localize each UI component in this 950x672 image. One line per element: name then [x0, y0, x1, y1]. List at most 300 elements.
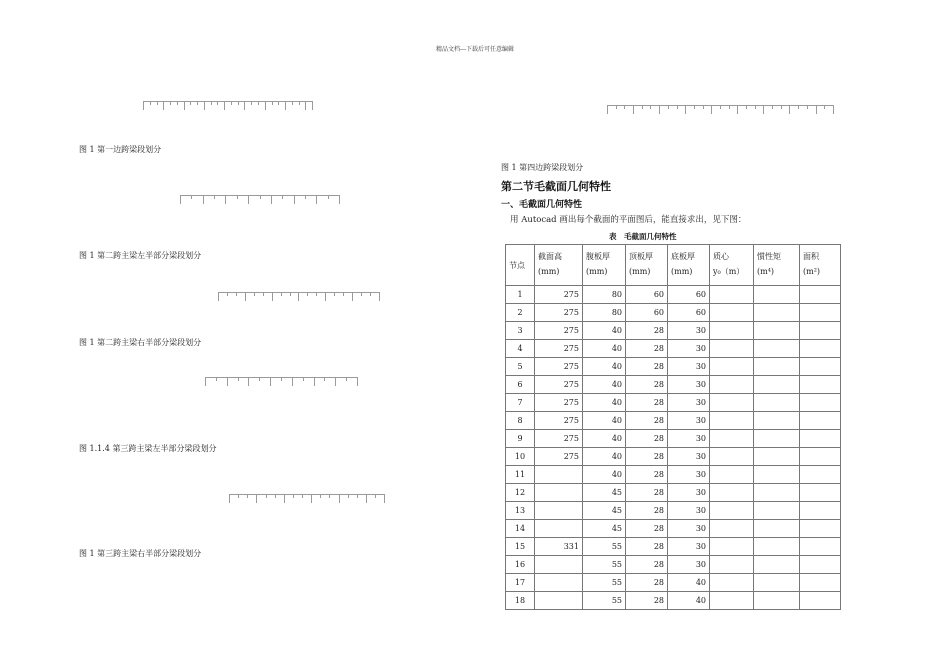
- table-cell: 80: [583, 286, 626, 304]
- table-row: [506, 376, 841, 394]
- segment-cell: [272, 101, 279, 105]
- segment-cell: [180, 195, 191, 204]
- segment-cell: [285, 101, 292, 110]
- table-cell: 55: [583, 538, 626, 556]
- table-row: [506, 430, 841, 448]
- table-cell: 28: [626, 358, 668, 376]
- segment-cell: [265, 101, 272, 110]
- table-cell: 8: [506, 412, 535, 430]
- segment-cell: [266, 494, 275, 498]
- segment-cell: [190, 101, 197, 105]
- segment-cell: [229, 494, 238, 503]
- table-cell: 275: [535, 322, 583, 340]
- table-cell: 30: [668, 340, 710, 358]
- table-cell: 18: [506, 592, 535, 610]
- table-cell: [710, 592, 754, 610]
- table-cell: 45: [583, 484, 626, 502]
- segment-cell: [238, 101, 245, 105]
- table-cell: 40: [583, 358, 626, 376]
- table-cell: 16: [506, 556, 535, 574]
- table-cell: [535, 484, 583, 502]
- segment-cell: [299, 101, 306, 105]
- table-cell: 28: [626, 556, 668, 574]
- table-cell: 11: [506, 466, 535, 484]
- segment-cell: [339, 494, 348, 503]
- segment-cell: [334, 292, 343, 296]
- figure-caption-2: 图 1 第二跨主梁左半部分梁段划分: [79, 251, 202, 260]
- figure-caption-5: 图 1 第三跨主梁右半部分梁段划分: [79, 549, 202, 558]
- segment-cell: [303, 377, 314, 381]
- table-cell: [754, 394, 800, 412]
- table-cell: [800, 358, 841, 376]
- table-cell: 40: [583, 466, 626, 484]
- table-row: [506, 412, 841, 430]
- table-cell: 30: [668, 556, 710, 574]
- col-header-area: 面积 (m²): [800, 245, 841, 286]
- table-cell: [800, 538, 841, 556]
- segment-cell: [650, 105, 659, 109]
- table-cell: 275: [535, 304, 583, 322]
- table-cell: 30: [668, 538, 710, 556]
- table-row: [506, 286, 841, 304]
- segment-cell: [352, 292, 361, 301]
- table-row: [506, 538, 841, 556]
- table-row: [506, 394, 841, 412]
- table-cell: 6: [506, 376, 535, 394]
- table-cell: 30: [668, 448, 710, 466]
- segment-cell: [292, 377, 303, 386]
- segment-cell: [343, 292, 352, 296]
- segment-cell: [807, 105, 816, 109]
- figure-caption-1: 图 1 第一边跨梁段划分: [79, 145, 162, 154]
- table-cell: 4: [506, 340, 535, 358]
- table-cell: 40: [583, 340, 626, 358]
- table-cell: 40: [583, 394, 626, 412]
- segment-cell: [298, 292, 307, 301]
- table-cell: [710, 430, 754, 448]
- segment-cell: [272, 292, 281, 301]
- table-cell: 60: [668, 304, 710, 322]
- table-cell: [710, 448, 754, 466]
- table-cell: [754, 538, 800, 556]
- table-cell: 28: [626, 394, 668, 412]
- table-row: [506, 304, 841, 322]
- table-cell: [754, 340, 800, 358]
- segment-figure-3: [218, 292, 380, 301]
- segment-cell: [789, 105, 798, 114]
- table-cell: [710, 484, 754, 502]
- col-header-web: 腹板厚 (mm): [583, 245, 626, 286]
- table-cell: 28: [626, 502, 668, 520]
- segment-cell: [248, 377, 259, 386]
- table-cell: [800, 448, 841, 466]
- segment-cell: [772, 105, 781, 109]
- segment-cell: [314, 377, 325, 386]
- subsection-title: 一、毛截面几何特性: [501, 200, 583, 210]
- table-cell: 60: [626, 304, 668, 322]
- table-cell: 28: [626, 376, 668, 394]
- segment-cell: [616, 105, 625, 109]
- table-cell: 30: [668, 430, 710, 448]
- table-row: [506, 340, 841, 358]
- table-cell: 45: [583, 502, 626, 520]
- segment-cell: [329, 494, 338, 498]
- segment-cell: [305, 101, 312, 110]
- table-cell: [800, 574, 841, 592]
- segment-cell: [163, 101, 170, 110]
- table-cell: [535, 556, 583, 574]
- table-cell: [800, 394, 841, 412]
- table-cell: [800, 556, 841, 574]
- table-cell: 275: [535, 448, 583, 466]
- segment-cell: [238, 494, 247, 498]
- figure-caption-3: 图 1 第二跨主梁右半部分梁段划分: [79, 338, 202, 347]
- table-cell: [710, 466, 754, 484]
- segment-end: [339, 195, 340, 204]
- segment-cell: [292, 101, 299, 105]
- table-cell: [535, 520, 583, 538]
- segment-cell: [348, 494, 357, 498]
- segment-cell: [227, 292, 236, 296]
- segment-cell: [224, 101, 231, 110]
- table-cell: 275: [535, 358, 583, 376]
- table-cell: 13: [506, 502, 535, 520]
- table-cell: [710, 412, 754, 430]
- table-cell: [754, 466, 800, 484]
- table-cell: 28: [626, 592, 668, 610]
- table-cell: 5: [506, 358, 535, 376]
- segment-cell: [305, 195, 316, 199]
- table-cell: 275: [535, 340, 583, 358]
- segment-cell: [211, 101, 218, 105]
- table-row: [506, 574, 841, 592]
- table-cell: 30: [668, 466, 710, 484]
- figure-caption-right: 图 1 第四边跨梁段划分: [501, 163, 584, 172]
- segment-cell: [325, 292, 334, 301]
- segment-cell: [270, 377, 281, 386]
- segment-cell: [237, 195, 248, 199]
- table-cell: [535, 574, 583, 592]
- segment-cell: [197, 101, 204, 105]
- table-cell: 15: [506, 538, 535, 556]
- segment-cell: [259, 377, 270, 381]
- table-cell: 60: [668, 286, 710, 304]
- col-header-centroid: 质心 y₀（m）: [710, 245, 754, 286]
- table-cell: 28: [626, 340, 668, 358]
- table-cell: [754, 412, 800, 430]
- col-header-top-slab: 顶板厚 (mm): [626, 245, 668, 286]
- table-cell: 60: [626, 286, 668, 304]
- segment-cell: [370, 292, 379, 296]
- table-cell: [710, 502, 754, 520]
- table-cell: 331: [535, 538, 583, 556]
- segment-cell: [746, 105, 755, 109]
- col-header-node: 节点: [506, 245, 535, 286]
- table-row: [506, 448, 841, 466]
- table-cell: [754, 304, 800, 322]
- table-cell: [754, 556, 800, 574]
- col-header-height: 截面高 (mm): [535, 245, 583, 286]
- segment-cell: [328, 195, 339, 199]
- table-cell: 28: [626, 484, 668, 502]
- table-cell: 275: [535, 376, 583, 394]
- segment-cell: [170, 101, 177, 105]
- segment-cell: [205, 377, 216, 386]
- segment-cell: [281, 377, 292, 381]
- table-cell: [754, 520, 800, 538]
- table-cell: 1: [506, 286, 535, 304]
- table-cell: 55: [583, 556, 626, 574]
- table-cell: [754, 502, 800, 520]
- table-cell: 28: [626, 322, 668, 340]
- segment-cell: [281, 292, 290, 296]
- segment-cell: [824, 105, 833, 109]
- table-cell: 14: [506, 520, 535, 538]
- table-cell: [535, 466, 583, 484]
- segment-cell: [150, 101, 157, 105]
- segment-end: [384, 494, 385, 503]
- table-cell: [800, 340, 841, 358]
- segment-figure-1: [143, 101, 313, 110]
- segment-cell: [177, 101, 184, 105]
- table-cell: [800, 502, 841, 520]
- segment-cell: [247, 494, 256, 498]
- table-cell: 80: [583, 304, 626, 322]
- segment-cell: [607, 105, 616, 114]
- segment-cell: [361, 292, 370, 296]
- segment-cell: [143, 101, 150, 110]
- segment-cell: [294, 195, 305, 204]
- segment-end: [379, 292, 380, 301]
- table-cell: [710, 340, 754, 358]
- segment-figure-2: [180, 195, 340, 204]
- table-cell: [754, 430, 800, 448]
- segment-cell: [214, 195, 225, 199]
- segment-cell: [816, 105, 825, 114]
- table-cell: 2: [506, 304, 535, 322]
- segment-cell: [668, 105, 677, 109]
- table-cell: [710, 574, 754, 592]
- table-cell: [710, 394, 754, 412]
- table-cell: [754, 286, 800, 304]
- segment-cell: [320, 494, 329, 498]
- segment-cell: [258, 101, 265, 105]
- table-cell: 45: [583, 520, 626, 538]
- table-cell: [535, 502, 583, 520]
- segment-cell: [798, 105, 807, 109]
- table-cell: 275: [535, 394, 583, 412]
- table-cell: [800, 376, 841, 394]
- table-cell: 28: [626, 520, 668, 538]
- figure-caption-4: 图 1.1.4 第三跨主梁左半部分梁段划分: [79, 444, 217, 453]
- segment-cell: [293, 494, 302, 498]
- segment-cell: [236, 292, 245, 296]
- segment-cell: [245, 292, 254, 301]
- table-row: [506, 322, 841, 340]
- table-cell: [754, 322, 800, 340]
- table-cell: 30: [668, 484, 710, 502]
- table-cell: 12: [506, 484, 535, 502]
- table-cell: 30: [668, 358, 710, 376]
- table-cell: 40: [583, 430, 626, 448]
- table-cell: [710, 520, 754, 538]
- table-cell: 40: [583, 322, 626, 340]
- table-cell: 28: [626, 466, 668, 484]
- table-header-row: [506, 245, 841, 286]
- segment-figure-4: [205, 377, 358, 386]
- segment-cell: [260, 195, 271, 199]
- segment-cell: [711, 105, 720, 114]
- segment-cell: [225, 195, 236, 204]
- table-cell: [710, 538, 754, 556]
- segment-cell: [231, 101, 238, 105]
- segment-cell: [307, 292, 316, 296]
- table-cell: 40: [668, 574, 710, 592]
- table-cell: 30: [668, 394, 710, 412]
- col-header-inertia: 惯性矩 (m⁴): [754, 245, 800, 286]
- page-header: 精品文档---下载后可任意编辑: [435, 46, 515, 53]
- table-row: [506, 466, 841, 484]
- table-row: [506, 502, 841, 520]
- table-cell: [710, 304, 754, 322]
- segment-figure-5: [229, 494, 385, 503]
- section-title: 第二节毛截面几何特性: [501, 180, 611, 193]
- table-cell: [800, 304, 841, 322]
- table-cell: 28: [626, 430, 668, 448]
- segment-cell: [218, 292, 227, 301]
- segment-cell: [335, 377, 346, 386]
- segment-cell: [366, 494, 375, 503]
- table-cell: 275: [535, 430, 583, 448]
- table-cell: [710, 376, 754, 394]
- table-cell: 55: [583, 574, 626, 592]
- table-cell: [754, 592, 800, 610]
- segment-cell: [278, 101, 285, 105]
- table-caption: 表 毛截面几何特性: [609, 232, 677, 241]
- segment-cell: [275, 494, 284, 498]
- table-cell: 30: [668, 502, 710, 520]
- col-header-bottom-slab: 底板厚 (mm): [668, 245, 710, 286]
- table-cell: 28: [626, 538, 668, 556]
- segment-cell: [217, 101, 224, 105]
- segment-cell: [677, 105, 686, 109]
- segment-cell: [203, 195, 214, 204]
- table-cell: 30: [668, 520, 710, 538]
- segment-cell: [254, 292, 263, 296]
- segment-cell: [282, 195, 293, 199]
- segment-cell: [763, 105, 772, 114]
- segment-cell: [284, 494, 293, 503]
- segment-cell: [302, 494, 311, 498]
- segment-cell: [324, 377, 335, 381]
- segment-cell: [659, 105, 668, 114]
- segment-cell: [227, 377, 238, 386]
- segment-cell: [290, 292, 299, 296]
- segment-cell: [191, 195, 202, 199]
- table-cell: [800, 484, 841, 502]
- table-cell: 17: [506, 574, 535, 592]
- segment-cell: [729, 105, 738, 109]
- segment-cell: [642, 105, 651, 109]
- segment-cell: [633, 105, 642, 114]
- segment-cell: [204, 101, 211, 110]
- table-cell: [800, 286, 841, 304]
- segment-cell: [346, 377, 357, 381]
- table-cell: [754, 376, 800, 394]
- segment-cell: [271, 195, 282, 204]
- segment-cell: [755, 105, 764, 109]
- table-cell: 40: [583, 412, 626, 430]
- segment-cell: [263, 292, 272, 296]
- table-cell: 40: [668, 592, 710, 610]
- table-cell: 9: [506, 430, 535, 448]
- table-cell: 55: [583, 592, 626, 610]
- table-cell: 275: [535, 286, 583, 304]
- table-cell: [754, 358, 800, 376]
- table-row: [506, 484, 841, 502]
- table-cell: [710, 322, 754, 340]
- segment-figure-6: [607, 105, 834, 114]
- table-cell: 30: [668, 412, 710, 430]
- segment-cell: [737, 105, 746, 114]
- segment-cell: [256, 494, 265, 503]
- table-row: [506, 556, 841, 574]
- segment-cell: [375, 494, 384, 498]
- segment-cell: [216, 377, 227, 381]
- table-cell: 28: [626, 574, 668, 592]
- table-row: [506, 358, 841, 376]
- table-cell: [800, 430, 841, 448]
- table-cell: 28: [626, 412, 668, 430]
- section-properties-table: [505, 244, 841, 610]
- segment-cell: [157, 101, 164, 105]
- segment-end: [833, 105, 834, 114]
- table-cell: [800, 466, 841, 484]
- segment-cell: [624, 105, 633, 109]
- table-cell: [754, 448, 800, 466]
- table-cell: [710, 556, 754, 574]
- table-row: [506, 520, 841, 538]
- table-cell: [800, 412, 841, 430]
- segment-cell: [248, 195, 259, 204]
- table-cell: 28: [626, 448, 668, 466]
- segment-cell: [244, 101, 251, 110]
- intro-paragraph: 用 Autocad 画出每个截面的平面图后，能直接求出，见下图：: [510, 215, 747, 225]
- table-cell: [800, 592, 841, 610]
- segment-end: [312, 101, 313, 110]
- table-cell: 40: [583, 376, 626, 394]
- table-cell: 10: [506, 448, 535, 466]
- segment-cell: [184, 101, 191, 110]
- segment-cell: [316, 292, 325, 296]
- table-cell: 40: [583, 448, 626, 466]
- segment-end: [357, 377, 358, 386]
- table-cell: [535, 592, 583, 610]
- table-cell: 7: [506, 394, 535, 412]
- segment-cell: [685, 105, 694, 114]
- table-cell: [800, 322, 841, 340]
- segment-cell: [720, 105, 729, 109]
- segment-cell: [238, 377, 249, 381]
- segment-cell: [357, 494, 366, 498]
- table-cell: 3: [506, 322, 535, 340]
- segment-cell: [694, 105, 703, 109]
- table-cell: 30: [668, 322, 710, 340]
- table-cell: [800, 520, 841, 538]
- segment-cell: [251, 101, 258, 105]
- segment-cell: [316, 195, 327, 204]
- segment-cell: [781, 105, 790, 109]
